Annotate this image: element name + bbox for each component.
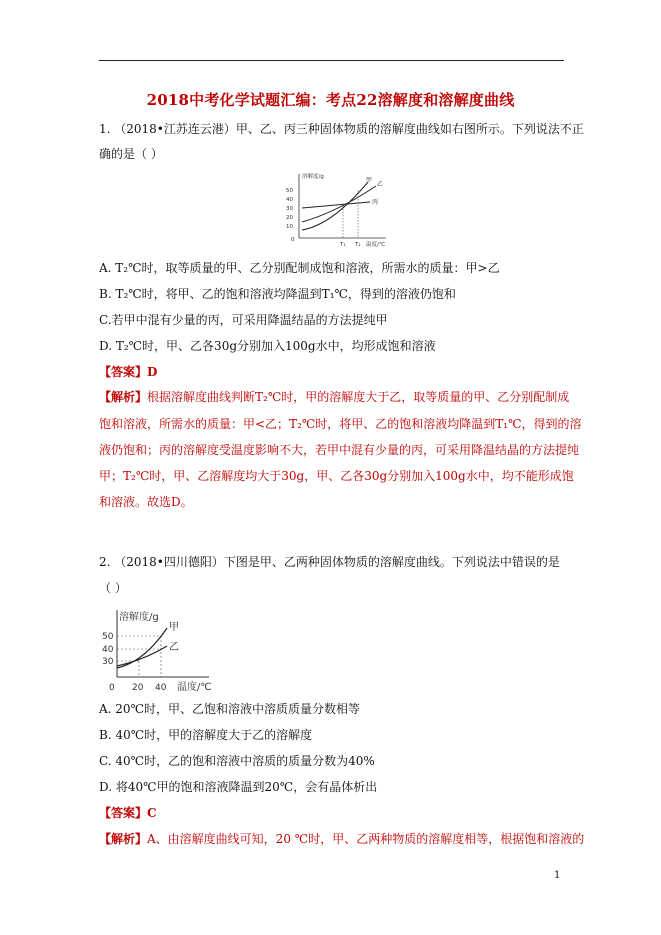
q1-ytick-20: 20 [286, 215, 293, 221]
page-number: 1 [554, 870, 561, 881]
q1-option-a: A. T₂℃时，取等质量的甲、乙分别配制成饱和溶液，所需水的质量：甲>乙 [99, 261, 500, 275]
q1-option-b: B. T₂℃时，将甲、乙的饱和溶液均降温到T₁℃，得到的溶液仍饱和 [99, 287, 456, 301]
q1-option-d: D. T₂℃时，甲、乙各30g分别加入100g水中，均形成饱和溶液 [99, 339, 436, 353]
q2-option-c: C. 40℃时，乙的饱和溶液中溶质的质量分数为40% [99, 754, 375, 768]
q2-ytick-30: 30 [102, 657, 114, 667]
q1-ytick-50: 50 [286, 188, 293, 194]
q2-option-a: A. 20℃时，甲、乙饱和溶液中溶质质量分数相等 [99, 702, 360, 716]
q2-chart-ylabel: 溶解度/g [119, 612, 159, 623]
q2-option-d: D. 将40℃甲的饱和溶液降温到20℃，会有晶体析出 [99, 780, 378, 794]
q2-chart-xlabel: 温度/℃ [177, 682, 212, 693]
q1-ytick-0: 0 [291, 237, 295, 243]
q2-answer: 【答案】C [99, 806, 157, 820]
q2-analysis-line-1 [99, 831, 584, 847]
q2-stem-line-2: （ ） [99, 581, 127, 595]
q1-label-bing: 丙 [372, 199, 379, 206]
q1-analysis-line-4: 甲；T₂℃时，甲、乙溶解度均大于30g，甲、乙各30g分别加入100g水中，均不能形成饱 [99, 469, 574, 483]
q1-analysis-line-3: 液仍饱和；丙的溶解度受温度影响不大，若甲中混有少量的丙，可采用降温结晶的方法提纯 [99, 443, 580, 457]
q1-stem-line-2: 确的是（ ） [99, 147, 163, 161]
q2-ytick-50: 50 [102, 632, 114, 642]
q2-stem-line-1: 2. （2018•四川德阳）下图是甲、乙两种固体物质的溶解度曲线。下列说法中错误的是 [99, 555, 560, 569]
q1-ytick-30: 30 [286, 206, 293, 212]
q1-chart-ylabel: 溶解度/g [302, 174, 324, 180]
q1-analysis-line-5: 和溶液。故选D。 [99, 495, 193, 509]
q2-label-yi: 乙 [169, 642, 179, 653]
q1-solubility-chart [282, 170, 392, 250]
q1-ytick-10: 10 [286, 224, 293, 230]
q1-xtick-t2: T₂ [355, 242, 361, 248]
q1-xtick-t1: T₁ [340, 242, 346, 248]
q2-option-b: B. 40℃时，甲的溶解度大于乙的溶解度 [99, 728, 313, 742]
q1-analysis-line-1 [99, 389, 569, 405]
q1-label-jia: 甲 [366, 177, 373, 184]
header-rule [99, 60, 564, 61]
q1-answer: 【答案】D [99, 365, 158, 379]
q1-analysis-text-1: 根据溶解度曲线判断T₂℃时，甲的溶解度大于乙，取等质量的甲、乙分别配制成 [147, 390, 570, 404]
q1-analysis-label: 【解析】 [99, 390, 148, 404]
q2-xtick-0: 0 [109, 683, 115, 693]
q1-ytick-40: 40 [286, 197, 293, 203]
q2-ytick-40: 40 [102, 645, 114, 655]
q2-xtick-20: 20 [132, 683, 144, 693]
q1-label-yi: 乙 [377, 181, 384, 188]
q2-label-jia: 甲 [169, 622, 179, 633]
q2-solubility-chart [99, 604, 229, 694]
q2-xtick-40: 40 [155, 683, 167, 693]
q1-chart-xlabel: 温度/℃ [366, 242, 386, 248]
q1-analysis-line-2: 饱和溶液，所需水的质量：甲<乙；T₂℃时，将甲、乙的饱和溶液均降温到T₁℃，得到的溶 [99, 417, 582, 431]
q2-analysis-text-1: A、由溶解度曲线可知，20 ℃时，甲、乙两种物质的溶解度相等，根据饱和溶液的 [147, 832, 585, 846]
q1-stem-line-1: 1. （2018•江苏连云港）甲、乙、丙三种固体物质的溶解度曲线如右图所示。下列说法不正 [99, 122, 584, 136]
page-title: 2018中考化学试题汇编：考点22溶解度和溶解度曲线 [146, 91, 515, 109]
q2-analysis-label: 【解析】 [99, 832, 148, 846]
q1-option-c: C.若甲中混有少量的丙，可采用降温结晶的方法提纯甲 [99, 313, 388, 327]
